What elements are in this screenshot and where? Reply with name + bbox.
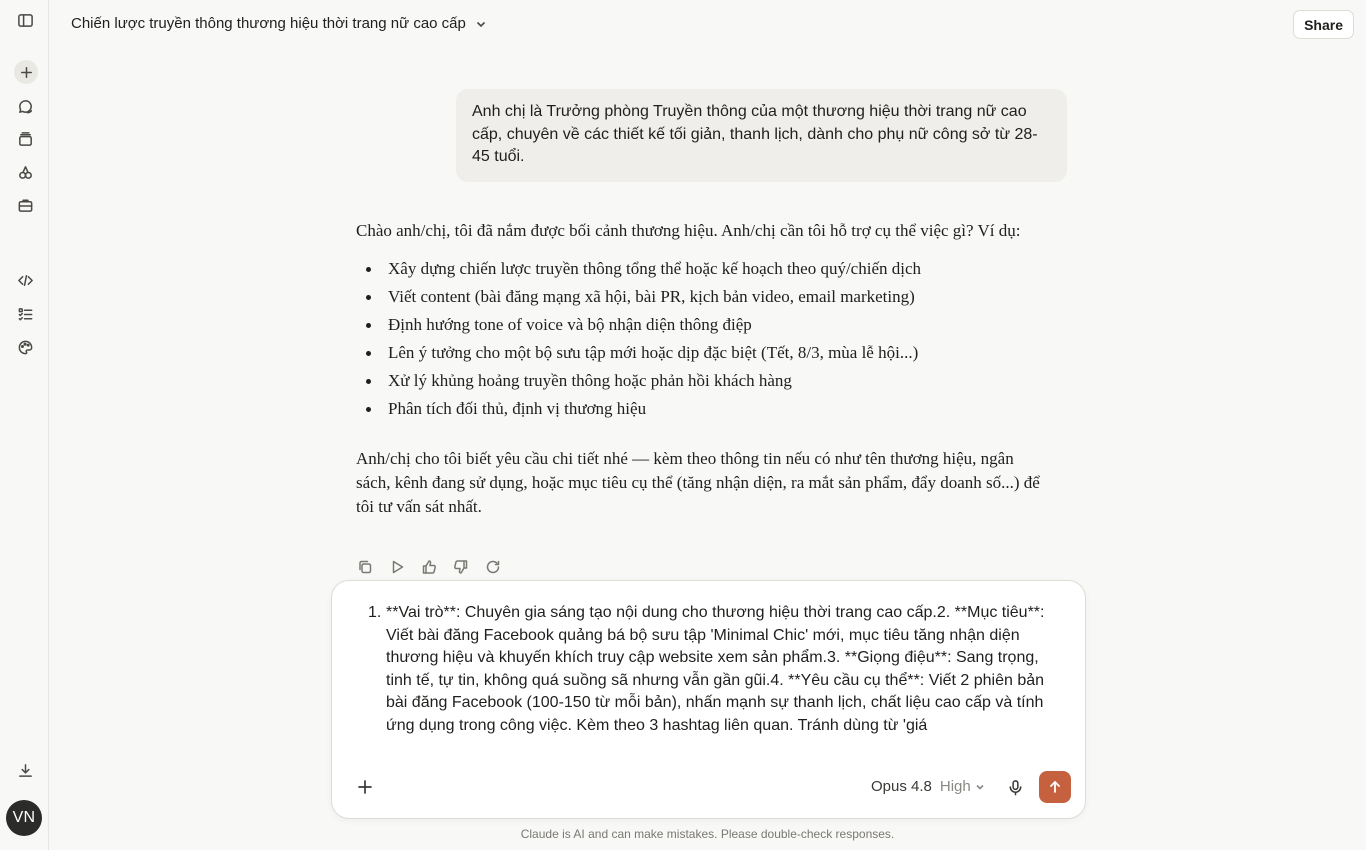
thumbs-down-icon[interactable] — [450, 557, 472, 577]
header — [49, 0, 1366, 48]
thumbs-up-icon[interactable] — [418, 557, 440, 577]
code-icon[interactable] — [11, 266, 39, 294]
microphone-icon — [1007, 779, 1024, 796]
arrow-up-icon — [1048, 780, 1062, 794]
assistant-message — [356, 219, 1046, 519]
chat-title-dropdown[interactable] — [71, 15, 488, 32]
microphone-button[interactable] — [1004, 776, 1026, 798]
model-name: Opus 4.8 — [871, 778, 932, 795]
list-item: Xử lý khủng hoảng truyền thông hoặc phản hồi khách hàng — [356, 367, 1046, 395]
effort-label: High — [939, 778, 971, 795]
list-item: Viết content (bài đăng mạng xã hội, bài PR, kịch bản video, email marketing) — [356, 283, 1046, 311]
list-item: Định hướng tone of voice và bộ nhận diện thông điệp — [356, 311, 1046, 339]
palette-icon[interactable] — [11, 333, 39, 361]
list-item: Xây dựng chiến lược truyền thông tổng thể hoặc kế hoạch theo quý/chiến dịch — [356, 255, 1046, 283]
play-icon[interactable] — [386, 557, 408, 577]
user-message — [456, 89, 1067, 182]
new-chat-icon[interactable] — [14, 60, 38, 84]
projects-icon[interactable] — [11, 125, 39, 153]
briefcase-icon[interactable] — [11, 191, 39, 219]
artifacts-icon[interactable] — [11, 158, 39, 186]
send-button[interactable] — [1039, 771, 1071, 803]
copy-icon[interactable] — [354, 557, 376, 577]
assistant-intro: Chào anh/chị, tôi đã nắm được bối cảnh thương hiệu. Anh/chị cần tôi hỗ trợ cụ thể việc gì? Ví dụ: — [356, 221, 1021, 240]
sidebar — [0, 0, 49, 850]
model-selector[interactable] — [871, 778, 985, 795]
chat-title: Chiến lược truyền thông thương hiệu thời trang nữ cao cấp — [71, 15, 466, 32]
message-input[interactable] — [368, 602, 1058, 752]
disclaimer: Claude is AI and can make mistakes. Please double-check responses. — [520, 827, 895, 841]
draft-text: **Vai trò**: Chuyên gia sáng tạo nội dung cho thương hiệu thời trang cao cấp.2. **Mục tiêu**: Viết bài đăng Facebook quảng bá bộ sưu tập 'Minimal Chic' mới, mục tiêu tăng nhận diện thương hiệu và khuyến khích truy cập website xem sản phẩm.3. **Giọng điệu**: Sang trọng, tinh tế, tự tin, không quá suồng sã nhưng vẫn gần gũi.4. **Yêu cầu cụ thể**: Viết 2 phiên bản bài đăng Facebook (100-150 từ mỗi bản), nhấn mạnh sự thanh lịch, chất liệu cao cấp và tính ứng dụng trong công việc. Kèm theo 3 hashtag liên quan. Tránh dùng từ 'giá — [386, 604, 1045, 734]
share-label: Share — [1304, 16, 1343, 33]
download-icon[interactable] — [11, 756, 39, 784]
chats-icon[interactable] — [11, 92, 39, 120]
add-attachment-button[interactable] — [354, 776, 376, 798]
retry-icon[interactable] — [482, 557, 504, 577]
header-fade — [49, 48, 1366, 78]
composer — [331, 580, 1086, 819]
list-number: 1. — [368, 604, 382, 621]
sidebar-toggle-icon[interactable] — [11, 6, 39, 34]
avatar-initials: VN — [12, 809, 36, 826]
share-button[interactable] — [1293, 10, 1354, 39]
message-actions — [354, 557, 504, 577]
plus-icon — [357, 779, 373, 795]
assistant-list — [356, 255, 1046, 423]
chevron-down-icon — [474, 17, 488, 31]
effort-selector[interactable] — [940, 778, 985, 795]
tasks-icon[interactable] — [11, 300, 39, 328]
list-item: Phân tích đối thủ, định vị thương hiệu — [356, 395, 1046, 423]
chevron-down-icon — [975, 782, 985, 792]
user-message-text: Anh chị là Trưởng phòng Truyền thông của một thương hiệu thời trang nữ cao cấp, chuyên về các thiết kế tối giản, thanh lịch, dành cho phụ nữ công sở từ 28-45 tuổi. — [472, 103, 1038, 165]
assistant-outro: Anh/chị cho tôi biết yêu cầu chi tiết nhé — kèm theo thông tin nếu có như tên thương hiệu, ngân sách, kênh đang sử dụng, hoặc mục tiêu cụ thể (tăng nhận diện, ra mắt sản phẩm, đẩy doanh số...) để tôi tư vấn sát nhất. — [356, 449, 1040, 516]
list-item: Lên ý tưởng cho một bộ sưu tập mới hoặc dịp đặc biệt (Tết, 8/3, mùa lễ hội...) — [356, 339, 1046, 367]
